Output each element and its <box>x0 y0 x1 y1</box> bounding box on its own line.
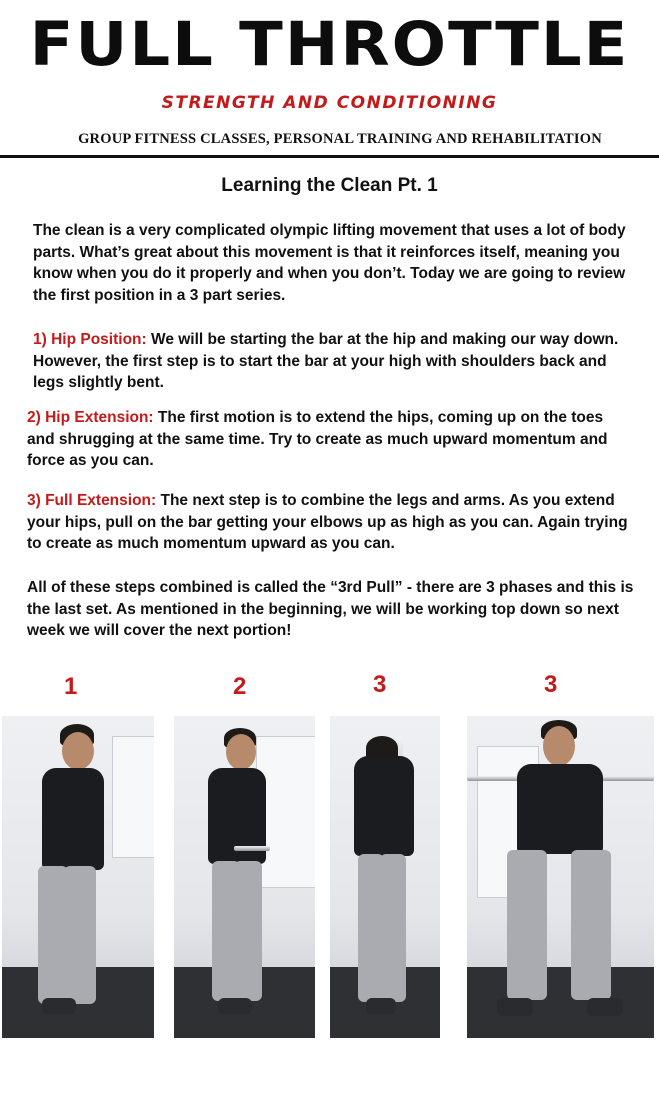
step-1-label: 1) Hip Position: <box>33 331 147 348</box>
step-3-text: The next step is to combine the legs and arms. As you extend your hips, pull on the bar getting your elbows up as high as you can. Again trying to create as much momentum upward as you can. <box>27 492 628 552</box>
article-title: Learning the Clean Pt. 1 <box>221 175 438 196</box>
step-1-paragraph <box>33 329 633 394</box>
photo-label-2: 2 <box>233 673 247 700</box>
closing-paragraph: All of these steps combined is called the “3rd Pull” - there are 3 phases and this is the last set. As mentioned in the beginning, we will be working top down so next week we will cover the next portion! <box>27 579 634 639</box>
step-2-text: The first motion is to extend the hips, coming up on the toes and shrugging at the same time. Try to create as much upward momentum and force as you can. <box>27 409 608 469</box>
tagline: GROUP FITNESS CLASSES, PERSONAL TRAINING AND REHABILITATION <box>78 131 602 147</box>
photo-label-1: 1 <box>64 673 78 700</box>
intro-paragraph: The clean is a very complicated olympic lifting movement that uses a lot of body parts. What’s great about this movement is that it reinforces itself, meaning you know when you do it properly and when you don’t. Today we are going to review the first position in a 3 part series. <box>33 222 626 304</box>
photo-full-extension-side <box>330 716 440 1038</box>
photo-label-3a: 3 <box>373 671 387 698</box>
brand-logo-title: FULL THROTTLE <box>29 9 630 81</box>
step-1-text: We will be starting the bar at the hip and making our way down. However, the first step is to start the bar at your high with shoulders back and legs slightly bent. <box>33 331 619 391</box>
header-divider <box>0 155 659 158</box>
photo-full-extension-front <box>467 716 654 1038</box>
step-2-paragraph <box>27 407 627 472</box>
step-2-label: 2) Hip Extension: <box>27 409 154 426</box>
photo-label-3b: 3 <box>544 671 558 698</box>
step-3-paragraph <box>27 490 637 555</box>
photo-hip-extension <box>174 716 315 1038</box>
step-3-label: 3) Full Extension: <box>27 492 157 509</box>
photo-hip-position <box>2 716 154 1038</box>
brand-logo-subtitle: STRENGTH AND CONDITIONING <box>161 93 498 113</box>
